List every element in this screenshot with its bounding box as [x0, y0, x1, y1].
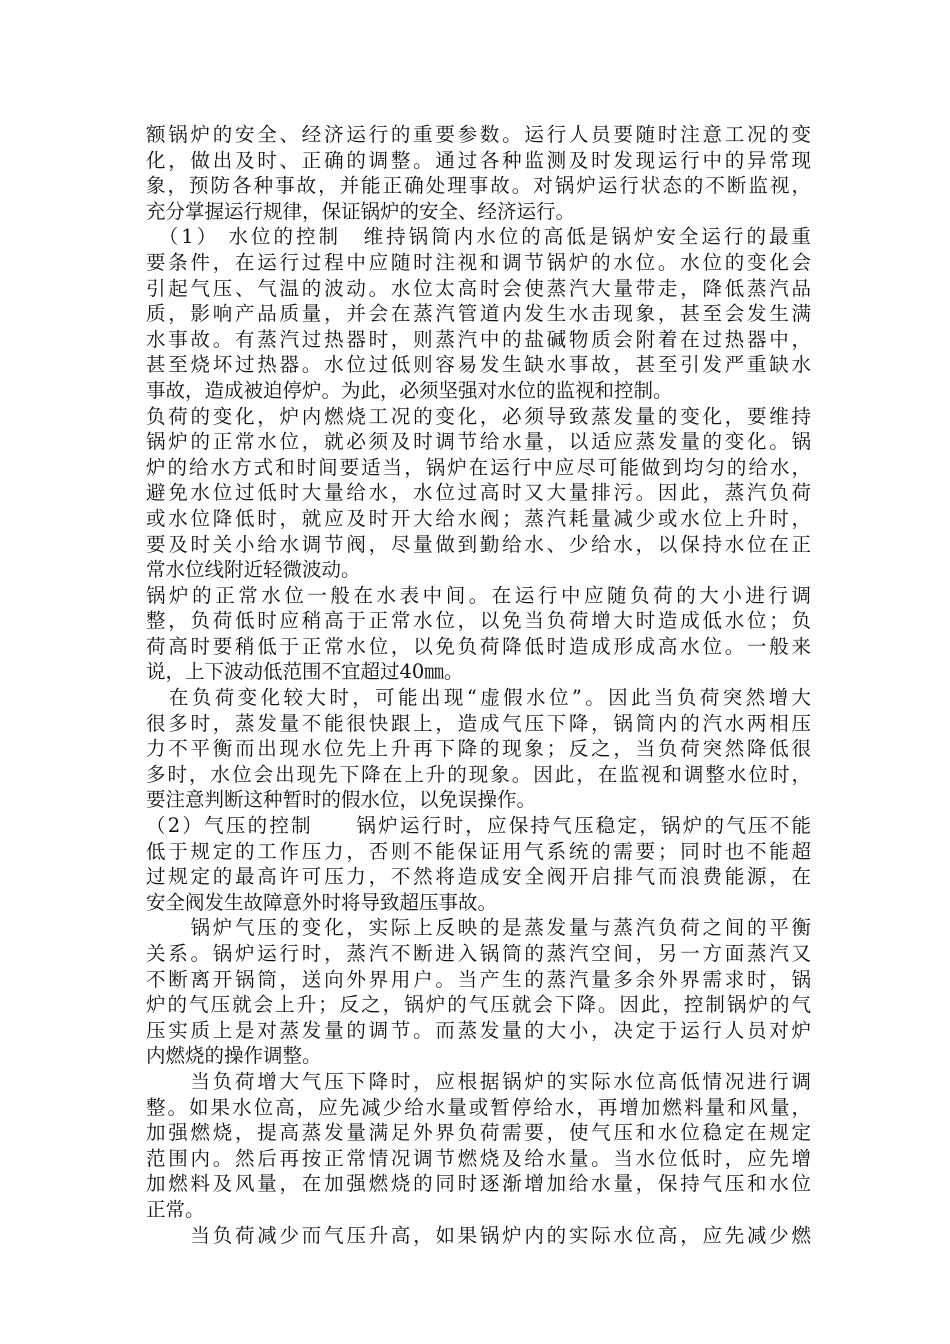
- document-body: [146, 122, 811, 1248]
- paragraph-p7: [146, 1069, 811, 1223]
- text-line: 甚至烧坏过热器。水位过低则容易发生缺水事故，甚至引发严重缺水: [146, 353, 811, 377]
- text-line: 炉的给水方式和时间要适当，锅炉在运行中应尽可能做到均匀的给水，: [146, 455, 811, 479]
- text-line: 常水位线附近轻微波动。: [146, 558, 361, 582]
- text-line: 很多时，蒸发量不能很快跟上，造成气压下降，锅筒内的汽水两相压: [146, 711, 811, 735]
- text-line: 过规定的最高许可压力，不然将造成安全阀开启排气而浪费能源，在: [146, 865, 811, 889]
- text-line: 压实质上是对蒸发量的调节。而蒸发量的大小，决定于运行人员对炉: [146, 1018, 811, 1042]
- text-line: 要及时关小给水调节阀，尽量做到勤给水、少给水，以保持水位在正: [146, 532, 811, 556]
- text-line: 当负荷减少而气压升高，如果锅炉内的实际水位高，应先减少燃: [146, 1223, 811, 1247]
- paragraph-p0: [146, 122, 811, 224]
- text-line: 避免水位过低时大量给水，水位过高时又大量排污。因此，蒸汽负荷: [146, 481, 811, 505]
- paragraph-p4: [146, 685, 811, 813]
- text-line: 引起气压、气温的波动。水位太高时会使蒸汽大量带走，降低蒸汽品: [146, 276, 811, 300]
- paragraph-p5: [146, 813, 811, 915]
- text-line: 力不平衡而出现水位先上升再下降的现象；反之，当负荷突然降低很: [146, 737, 811, 761]
- text-line: 锅炉气压的变化，实际上反映的是蒸发量与蒸汽负荷之间的平衡: [146, 916, 811, 940]
- text-line: （1） 水位的控制 维持锅筒内水位的高低是锅炉安全运行的最重: [146, 225, 811, 249]
- text-line: 整，负荷低时应稍高于正常水位，以免当负荷增大时造成低水位；负: [146, 609, 811, 633]
- text-line: 炉的气压就会上升；反之，锅炉的气压就会下降。因此，控制锅炉的气: [146, 993, 811, 1017]
- text-line: 内燃烧的操作调整。: [146, 1044, 322, 1068]
- text-line: 或水位降低时，就应及时开大给水阀；蒸汽耗量减少或水位上升时，: [146, 506, 811, 530]
- text-line: 关系。锅炉运行时，蒸汽不断进入锅筒的蒸汽空间，另一方面蒸汽又: [146, 942, 811, 965]
- text-line: 正常。: [146, 1197, 205, 1221]
- text-line: 在负荷变化较大时，可能出现“虚假水位”。因此当负荷突然增大: [146, 686, 811, 710]
- text-line: 加强燃烧，提高蒸发量满足外界负荷需要，使气压和水位稳定在规定: [146, 1121, 811, 1145]
- text-line: 充分掌握运行规律，保证锅炉的安全、经济运行。: [146, 199, 576, 223]
- text-line: 荷高时要稍低于正常水位，以免负荷降低时造成形成高水位。一般来: [146, 634, 811, 658]
- text-line: 锅炉的正常水位一般在水表中间。在运行中应随负荷的大小进行调: [146, 583, 811, 607]
- text-line: 整。如果水位高，应先减少给水量或暂停给水，再增加燃料量和风量，: [146, 1095, 811, 1119]
- paragraph-p3: [146, 583, 811, 685]
- text-line: 当负荷增大气压下降时，应根据锅炉的实际水位高低情况进行调: [146, 1069, 811, 1093]
- text-line: 要条件，在运行过程中应随时注视和调节锅炉的水位。水位的变化会: [146, 250, 811, 274]
- text-line: 加燃料及风量，在加强燃烧的同时逐渐增加给水量，保持气压和水位: [146, 1172, 811, 1196]
- paragraph-p8: [146, 1223, 811, 1249]
- text-line: 低于规定的工作压力，否则不能保证用气系统的需要；同时也不能超: [146, 839, 811, 863]
- text-line: 说，上下波动低范围不宜超过40㎜。: [146, 660, 464, 684]
- text-line: 额锅炉的安全、经济运行的重要参数。运行人员要随时注意工况的变: [146, 123, 811, 146]
- text-line: 安全阀发生故障意外时将导致超压事故。: [146, 890, 498, 914]
- text-line: 不断离开锅筒，送向外界用户。当产生的蒸汽量多余外界需求时，锅: [146, 967, 811, 991]
- paragraph-p1: [146, 224, 811, 403]
- text-line: （2）气压的控制 锅炉运行时，应保持气压稳定，锅炉的气压不能: [146, 814, 811, 838]
- text-line: 负荷的变化，炉内燃烧工况的变化，必须导致蒸发量的变化，要维持: [146, 404, 811, 428]
- paragraph-p2: [146, 404, 811, 583]
- text-line: 多时，水位会出现先下降在上升的现象。因此，在监视和调整水位时，: [146, 762, 811, 786]
- text-line: 锅炉的正常水位，就必须及时调节给水量，以适应蒸发量的变化。锅: [146, 430, 811, 454]
- text-line: 事故，造成被迫停炉。为此，必须坚强对水位的监视和控制。: [146, 378, 673, 402]
- text-line: 要注意判断这种暂时的假水位，以免误操作。: [146, 788, 537, 812]
- text-line: 化，做出及时、正确的调整。通过各种监测及时发现运行中的异常现: [146, 148, 811, 172]
- text-line: 水事故。有蒸汽过热器时，则蒸汽中的盐碱物质会附着在过热器中，: [146, 327, 811, 351]
- text-line: 质，影响产品质量，并会在蒸汽管道内发生水击现象，甚至会发生满: [146, 302, 811, 326]
- text-line: 象，预防各种事故，并能正确处理事故。对锅炉运行状态的不断监视，: [146, 174, 811, 198]
- paragraph-p6: [146, 915, 811, 1069]
- text-line: 范围内。然后再按正常情况调节燃烧及给水量。当水位低时，应先增: [146, 1146, 811, 1170]
